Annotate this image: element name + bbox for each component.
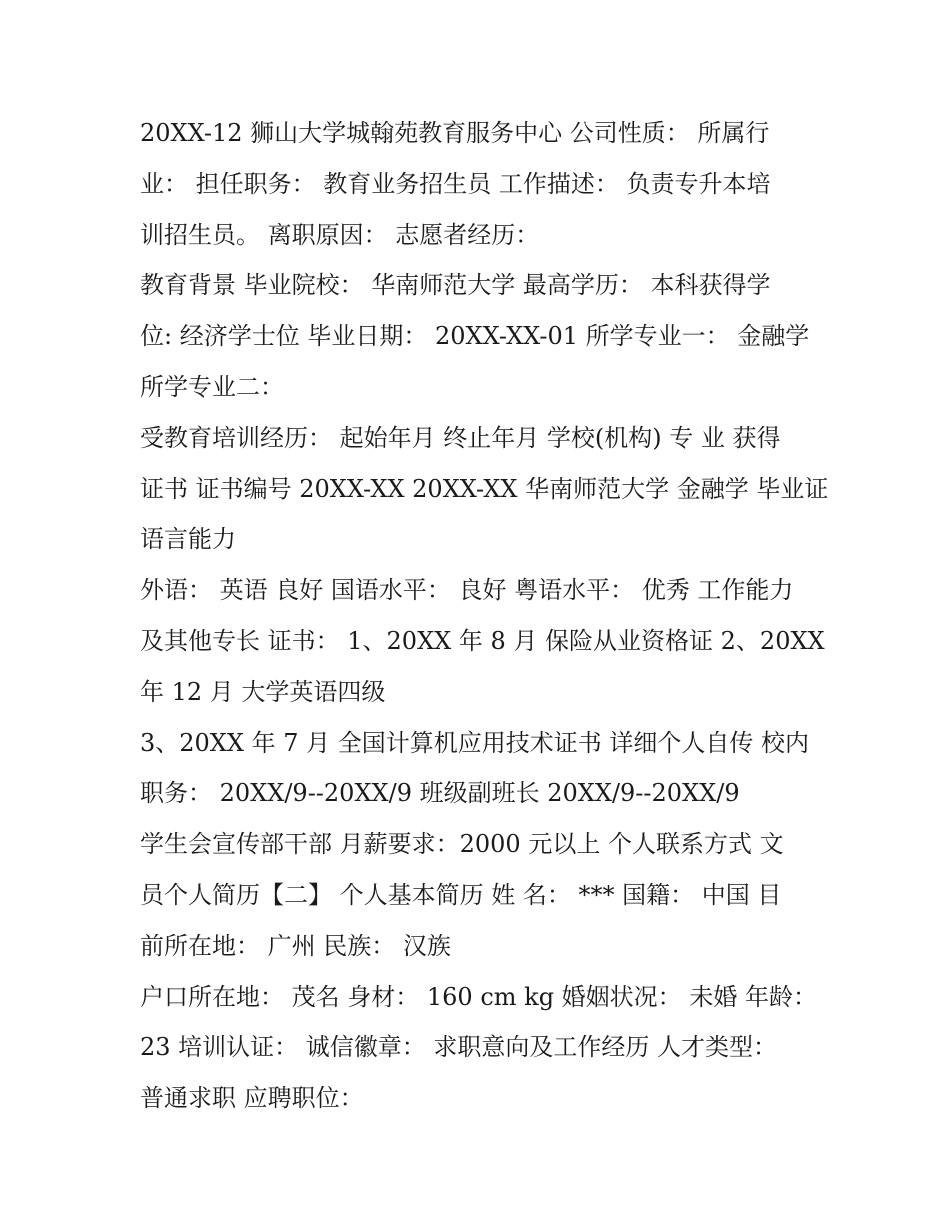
text-line: 20XX-12 狮山大学城翰苑教育服务中心 公司性质： 所属行 (140, 119, 770, 147)
text-line: 位: 经济学士位 毕业日期： 20XX-XX-01 所学专业一： 金融学 (140, 322, 810, 351)
text-line: 学生会宣传部干部 月薪要求：2000 元以上 个人联系方式 文 (140, 830, 784, 859)
text-line: 及其他专长 证书： 1、20XX 年 8 月 保险从业资格证 2、20XX (140, 626, 825, 655)
text-line: 3、20XX 年 7 月 全国计算机应用技术证书 详细个人自传 校内 (140, 728, 810, 757)
text-line: 训招生员。 离职原因： 志愿者经历： (140, 220, 540, 249)
text-line: 普通求职 应聘职位： (140, 1084, 364, 1113)
text-line: 教育背景 毕业院校： 华南师范大学 最高学历： 本科获得学 (140, 271, 771, 300)
text-line: 年 12 月 大学英语四级 (140, 677, 386, 706)
text-line: 外语： 英语 良好 国语水平： 良好 粤语水平： 优秀 工作能力 (140, 576, 794, 605)
text-line: 户口所在地： 茂名 身材： 160 cm kg 婚姻状况： 未婚 年龄： (140, 982, 817, 1011)
text-line: 证书 证书编号 20XX-XX 20XX-XX 华南师范大学 金融学 毕业证 (140, 474, 829, 503)
text-line: 受教育培训经历： 起始年月 终止年月 学校(机构) 专 业 获得 (140, 423, 781, 452)
text-line: 所学专业二： (140, 372, 284, 401)
text-line: 业： 担任职务： 教育业务招生员 工作描述： 负责专升本培 (140, 169, 771, 198)
text-line: 语言能力 (140, 525, 236, 554)
text-line: 职务： 20XX/9--20XX/9 班级副班长 20XX/9--20XX/9 (140, 779, 740, 808)
document-body (140, 108, 829, 1124)
text-line: 前所在地： 广州 民族： 汉族 (140, 931, 451, 960)
text-line: 23 培训认证： 诚信徽章： 求职意向及工作经历 人才类型： (140, 1033, 778, 1062)
text-line: 员个人简历【二】 个人基本简历 姓 名： *** 国籍： 中国 目 (140, 880, 782, 909)
